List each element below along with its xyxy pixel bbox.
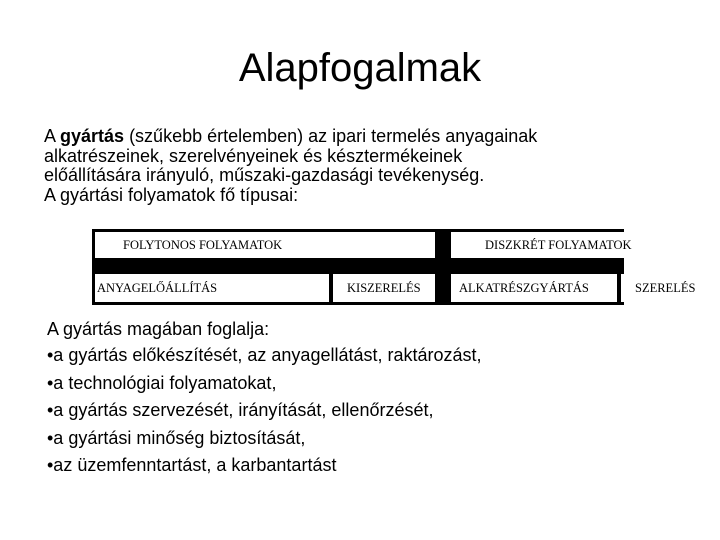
list-item: •a gyártási minőség biztosítását, (47, 427, 306, 448)
discrete-processes-header: DISZKRÉT FOLYAMATOK (451, 232, 713, 258)
scope-list (47, 316, 707, 480)
list-item: •a technológiai folyamatokat, (47, 372, 277, 393)
definition-term: gyártás (60, 126, 125, 146)
material-production-cell: ANYAGELŐÁLLÍTÁS (95, 274, 329, 302)
definition-line-3: előállítására irányuló, műszaki-gazdasági tevékenység. (44, 165, 485, 185)
slide-title: Alapfogalmak (238, 46, 482, 90)
continuous-processes-header: FOLYTONOS FOLYAMATOK (95, 232, 435, 258)
definition-line-1 (44, 127, 694, 147)
list-item: •az üzemfenntartást, a karbantartást (47, 455, 337, 475)
definition-prefix: A (44, 126, 61, 146)
part-manufacturing-cell: ALKATRÉSZGYÁRTÁS (451, 274, 617, 302)
process-types-diagram (92, 229, 696, 305)
packaging-cell: KISZERELÉS (333, 274, 435, 302)
scope-list-title: A gyártás magában foglalja: (47, 319, 270, 339)
assembly-cell: SZERELÉS (621, 274, 713, 302)
definition-rest: (szűkebb értelemben) az ipari termelés anyagainak (124, 126, 538, 146)
list-item: •a gyártás szervezését, irányítását, ellenőrzését, (47, 400, 434, 420)
definition-line-2: alkatrészeinek, szerelvényeinek és késztermékeinek (44, 145, 463, 166)
list-item: •a gyártás előkészítését, az anyagellátást, raktározást, (47, 345, 482, 365)
definition-paragraph (44, 127, 694, 205)
definition-line-4: A gyártási folyamatok fő típusai: (44, 184, 299, 205)
